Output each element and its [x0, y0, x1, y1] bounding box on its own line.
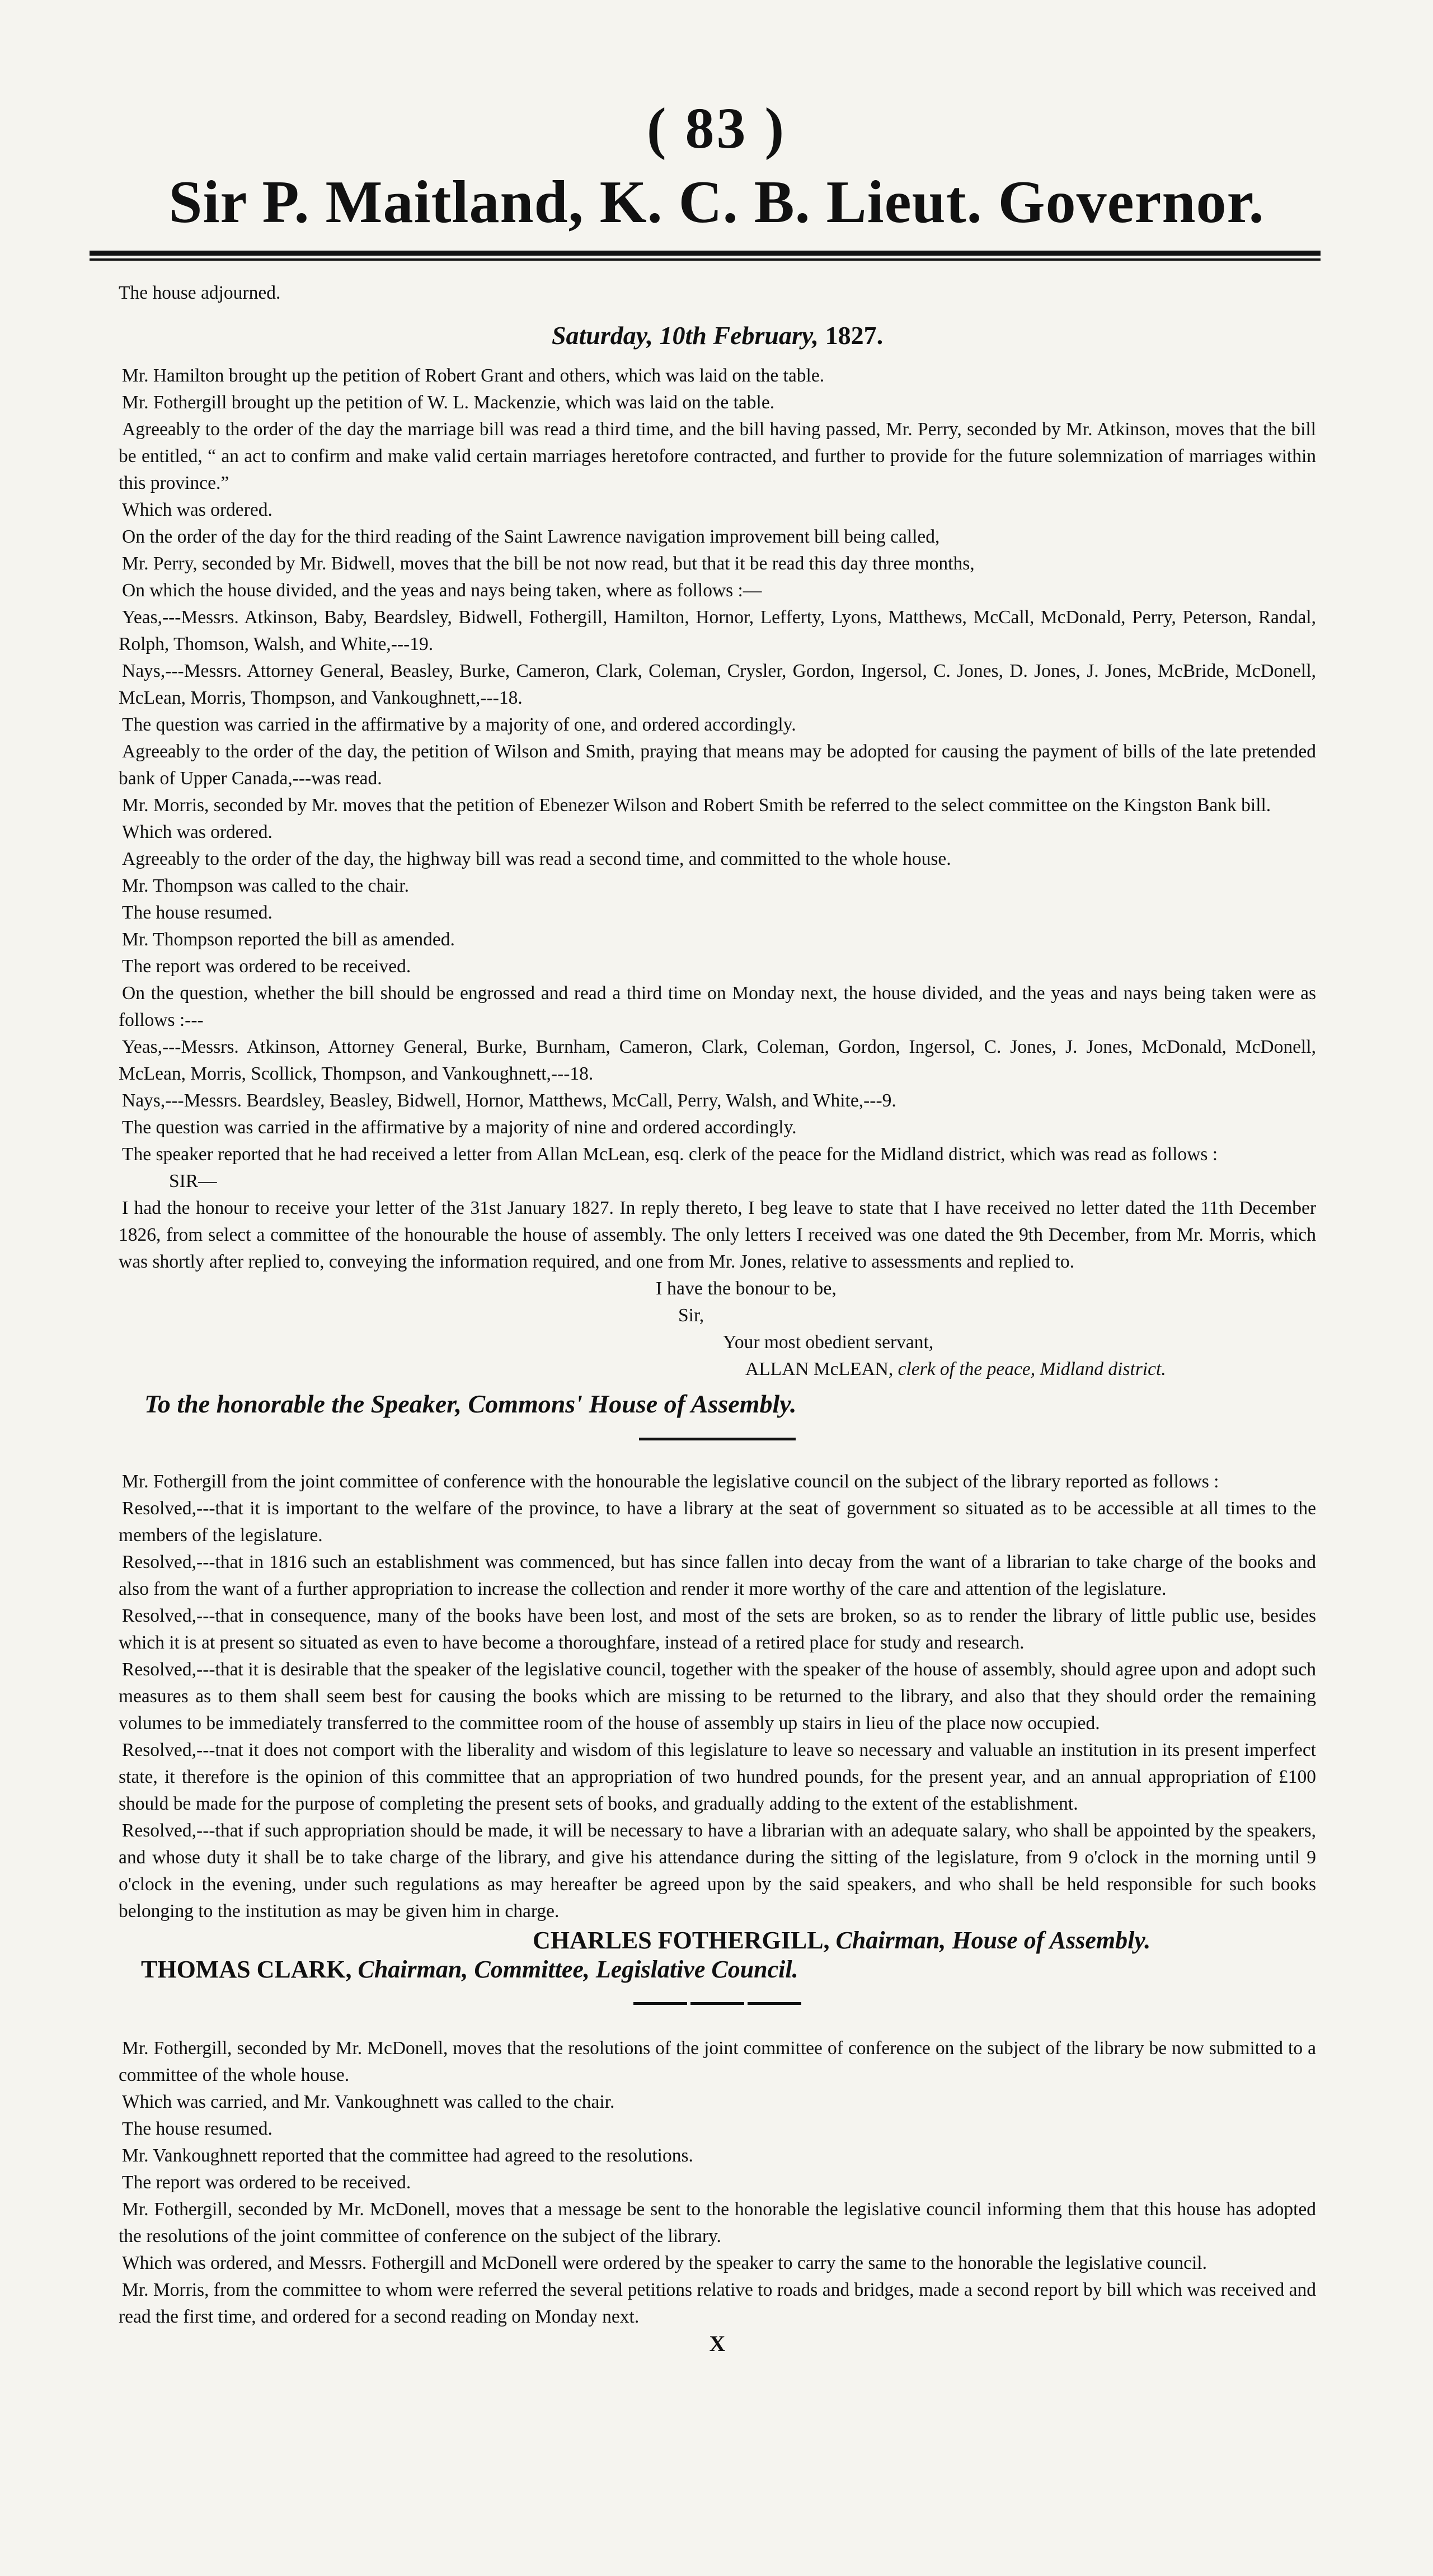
paragraph: Resolved,---that in 1816 such an establishment was commenced, but has since fallen into decay from the want of a librarian to take charge of the books and also from the want of a further appropriation to increase the collection and render it more worthy of the care and attention of the legislature.	[119, 1552, 1316, 1599]
paragraph: Mr. Thompson reported the bill as amended.	[122, 929, 455, 950]
paragraph: Which was carried, and Mr. Vankoughnett was called to the chair.	[122, 2092, 615, 2112]
paragraph: The house resumed.	[122, 902, 272, 923]
paragraph: Resolved,---that if such appropriation should be made, it will be necessary to have a librarian with an adequate salary, who shall be appointed by the speakers, and whose duty it shall be to take charge of the library, and give his attendance during the sitting of the legislature, from 9 o'clock in the morning until 9 o'clock in the evening, under such regulations as may hereafter be agreed upon by the said speakers, and who shall be held responsible for such books belonging to the institution as may be given him in charge.	[119, 1820, 1316, 1922]
letter-signer-title: clerk of the peace, Midland district.	[898, 1359, 1166, 1379]
paragraph: Mr. Fothergill brought up the petition of W. L. Mackenzie, which was laid on the table.	[122, 392, 775, 413]
paragraph: Which was ordered.	[122, 822, 272, 842]
paragraph: The report was ordered to be received.	[122, 956, 411, 977]
paragraph: Which was ordered.	[122, 500, 272, 520]
paragraph: Resolved,---that it is important to the welfare of the province, to have a library at the seat of government so situated as to be accessible at all times to the members of the legislature.	[119, 1498, 1316, 1546]
paragraph: The report was ordered to be received.	[122, 2172, 411, 2193]
paragraph: On the question, whether the bill should be engrossed and read a third time on Monday next, the house divided, and the yeas and nays being taken were as follows :---	[119, 983, 1316, 1030]
page-number: ( 83 )	[646, 96, 787, 161]
date-year: 1827.	[825, 321, 884, 350]
closing-signature	[119, 1356, 1316, 1383]
signature-mark: X	[709, 2331, 726, 2356]
content-column	[119, 280, 1316, 2380]
header-rule-thin	[90, 258, 1321, 261]
paragraph: Mr. Fothergill, seconded by Mr. McDonell, moves that a message be sent to the honorable the legislative council informing them that this house has adopted the resolutions of the joint committee of conference on the subject of the library.	[119, 2199, 1316, 2247]
paragraph: Mr. Fothergill, seconded by Mr. McDonell, moves that the resolutions of the joint committee of conference on the subject of the library be now submitted to a committee of the whole house.	[119, 2038, 1316, 2085]
paragraph: Mr. Perry, seconded by Mr. Bidwell, moves that the bill be not now read, but that it be read this day three months,	[122, 553, 975, 574]
header-rule-thick	[90, 251, 1321, 256]
paragraph: Resolved,---that it is desirable that the speaker of the legislative council, together with the speaker of the house of assembly, should agree upon and adopt such measures as to them shall seem best for causing the books which are missing to be returned to the library, and also that they should order the remaining volumes to be immediately transferred to the committee room of the house of assembly up stairs in lieu of the place now occupied.	[119, 1659, 1316, 1734]
closing-line-3: Your most obedient servant,	[723, 1332, 934, 1353]
paragraph: Mr. Vankoughnett reported that the committee had agreed to the resolutions.	[122, 2145, 693, 2166]
paragraph: Mr. Thompson was called to the chair.	[122, 875, 409, 896]
signature-clark	[119, 1956, 1316, 1983]
closing-line-2: Sir,	[678, 1305, 704, 1326]
paragraph: Yeas,---Messrs. Atkinson, Baby, Beardsley, Bidwell, Fothergill, Hamilton, Hornor, Lefferty, Lyons, Matthews, McCall, McDonald, Perry, Peterson, Randal, Rolph, Thomson, Walsh, and White,---19.	[119, 607, 1316, 654]
clark-name: THOMAS CLARK,	[141, 1956, 352, 1983]
adjourned-line: The house adjourned.	[119, 282, 281, 303]
running-head: Sir P. Maitland, K. C. B. Lieut. Governor.	[168, 169, 1265, 236]
clark-title: Chairman, Committee, Legislative Council.	[358, 1956, 798, 1983]
paragraph: On which the house divided, and the yeas and nays being taken, where as follows :—	[122, 580, 762, 601]
paragraph: The house resumed.	[122, 2118, 272, 2139]
paragraph: Mr. Morris, from the committee to whom were referred the several petitions relative to roads and bridges, made a second report by bill which was received and read the first time, and ordered for a second reading on Monday next.	[119, 2280, 1316, 2327]
paragraph: Agreeably to the order of the day the marriage bill was read a third time, and the bill having passed, Mr. Perry, seconded by Mr. Atkinson, moves that the bill be entitled, “ an act to confirm and make valid certain marriages heretofore contracted, and further to provide for the future solemnization of marriages within this province.”	[119, 419, 1316, 493]
sitting-date	[119, 322, 1316, 349]
paragraph: Agreeably to the order of the day, the petition of Wilson and Smith, praying that means may be adopted for causing the payment of bills of the late pretended bank of Upper Canada,---was read.	[119, 741, 1316, 789]
letter-body: I had the honour to receive your letter of the 31st January 1827. In reply thereto, I beg leave to state that I have received no letter dated the 11th December 1826, from select a committee of the honourable the house of assembly. The only letters I received was one dated the 9th December, from Mr. Morris, which was shortly after replied to, conveying the information required, and one from Mr. Jones, relative to assessments and replied to.	[119, 1198, 1316, 1272]
letter-address: To the honorable the Speaker, Commons' House of Assembly.	[144, 1390, 797, 1418]
fothergill-title: Chairman, House of Assembly.	[835, 1927, 1151, 1954]
section-divider	[639, 1438, 796, 1440]
paragraph: The question was carried in the affirmative by a majority of one, and ordered accordingly.	[122, 714, 796, 735]
letter-signer-name: ALLAN McLEAN,	[745, 1359, 894, 1379]
signature-fothergill	[119, 1927, 1316, 1954]
paragraph: Nays,---Messrs. Attorney General, Beasley, Burke, Cameron, Clark, Coleman, Crysler, Gordon, Ingersol, C. Jones, D. Jones, J. Jones, McBride, McDonell, McLean, Morris, Thompson, and Vankoughnett,---18.	[119, 661, 1316, 708]
paragraph: The speaker reported that he had received a letter from Allan McLean, esq. clerk of the peace for the Midland district, which was read as follows :	[122, 1144, 1218, 1165]
section-divider-2	[633, 2002, 801, 2005]
fothergill-name: CHARLES FOTHERGILL,	[533, 1927, 830, 1954]
paragraph: Yeas,---Messrs. Atkinson, Attorney General, Burke, Burnham, Cameron, Clark, Coleman, Gordon, Ingersol, C. Jones, J. Jones, McDonald, McDonell, McLean, Morris, Scollick, Thompson, and Vankoughnett,---18.	[119, 1037, 1316, 1084]
paragraph: Resolved,---that in consequence, many of the books have been lost, and most of the sets are broken, so as to render the library of little public use, besides which it is at present so situated as even to have become a thoroughfare, instead of a retired place for study and research.	[119, 1605, 1316, 1653]
closing-line-1: I have the bonour to be,	[656, 1278, 837, 1299]
paragraph: Resolved,---tnat it does not comport with the liberality and wisdom of this legislature to leave so necessary and valuable an institution in its present imperfect state, it therefore is the opinion of this committee that an appropriation of two hundred pounds, for the present year, and an annual appropriation of £100 should be made for the purpose of completing the present sets of books, and gradually adding to the extent of the establishment.	[119, 1740, 1316, 1814]
proceedings-section-c	[119, 2035, 1316, 2330]
paragraph: The question was carried in the affirmative by a majority of nine and ordered accordingly.	[122, 1117, 797, 1138]
date-text: Saturday, 10th February,	[551, 321, 819, 350]
paragraph: Nays,---Messrs. Beardsley, Beasley, Bidwell, Hornor, Matthews, McCall, Perry, Walsh, and White,---9.	[122, 1090, 896, 1111]
paragraph: Agreeably to the order of the day, the highway bill was read a second time, and committed to the whole house.	[122, 849, 951, 869]
paragraph: Which was ordered, and Messrs. Fothergill and McDonell were ordered by the speaker to carry the same to the honorable the legislative council.	[122, 2253, 1207, 2273]
proceedings-section-a	[119, 362, 1316, 1168]
paragraph: Mr. Hamilton brought up the petition of Robert Grant and others, which was laid on the table.	[122, 365, 825, 386]
paragraph: Mr. Fothergill from the joint committee of conference with the honourable the legislative council on the subject of the library reported as follows :	[122, 1471, 1219, 1492]
paragraph: Mr. Morris, seconded by Mr. moves that the petition of Ebenezer Wilson and Robert Smith be referred to the select committee on the Kingston Bank bill.	[122, 795, 1271, 816]
letter-salutation: SIR—	[169, 1171, 217, 1192]
paragraph: On the order of the day for the third reading of the Saint Lawrence navigation improvement bill being called,	[122, 526, 940, 547]
library-report-section	[119, 1468, 1316, 1925]
